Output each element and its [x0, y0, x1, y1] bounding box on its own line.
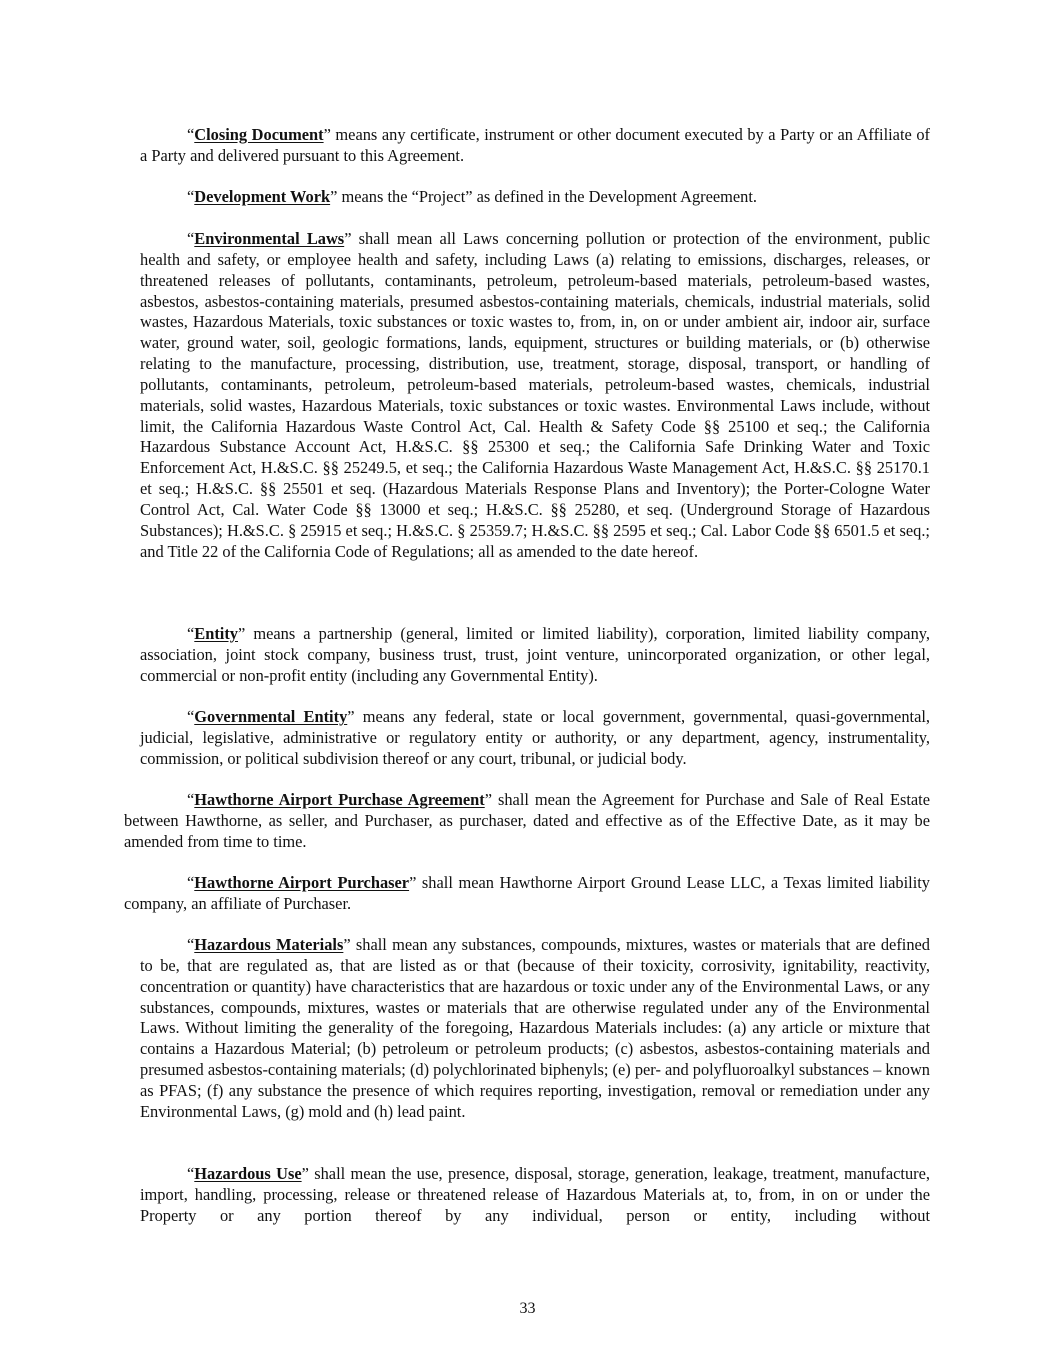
definition-hazardous-use: [140, 1164, 930, 1227]
defined-term: Environmental Laws: [194, 229, 345, 248]
open-quote: “: [187, 1164, 195, 1183]
definition-hawthorne-airport-purchaser: [124, 873, 930, 915]
open-quote: “: [187, 125, 195, 144]
definition-body: shall mean the use, presence, disposal, storage, generation, leakage, treatment, manufacture, import, handling, processing, release or threatened release of Hazardous Materials at, to, from, in on or under the Property or any portion thereof by any individual, person or entity, including without: [140, 1164, 930, 1225]
defined-term: Governmental Entity: [194, 707, 348, 726]
open-quote: “: [187, 187, 195, 206]
definition-hazardous-materials: [140, 935, 930, 1123]
defined-term: Closing Document: [194, 125, 324, 144]
definition-body: means the “Project” as defined in the Development Agreement.: [337, 187, 758, 206]
close-quote: ”: [343, 935, 351, 954]
open-quote: “: [187, 873, 195, 892]
definition-body: means a partnership (general, limited or limited liability), corporation, limited liability company, association, joint stock company, business trust, trust, joint venture, unincorporated organization, or other legal, commercial or non-profit entity (including any Governmental Entity).: [140, 624, 930, 685]
open-quote: “: [187, 935, 195, 954]
definition-body: shall mean all Laws concerning pollution or protection of the environment, public health and safety, or employee health and safety, including Laws (a) relating to emissions, discharges, releases, or threatened releases of pollutants, contaminants, petroleum, petroleum-based materials, petroleum-based wastes, asbestos, asbestos-containing materials, presumed asbestos-containing materials, chemicals, industrial materials, solid wastes, Hazardous Materials, toxic substances or toxic wastes to, from, in, on or under ambient air, indoor air, surface water, ground water, soil, geologic formations, lands, equipment, structures or building materials, or (b) otherwise relating to the manufacture, processing, distribution, use, treatment, storage, disposal, transport, or handling of pollutants, contaminants, petroleum, petroleum-based materials, petroleum-based wastes, chemicals, industrial materials, solid wastes, Hazardous Materials, toxic substances or toxic wastes. Environmental Laws include, without limit, the California Hazardous Waste Control Act, Cal. Health & Safety Code §§ 25100 et seq.; the California Hazardous Substance Account Act, H.&S.C. §§ 25300 et seq.; the California Safe Drinking Water and Toxic Enforcement Act, H.&S.C. §§ 25249.5, et seq.; the California Hazardous Waste Management Act, H.&S.C. §§ 25170.1 et seq.; H.&S.C. §§ 25501 et seq. (Hazardous Materials Response Plans and Inventory); the Porter-Cologne Water Control Act, Cal. Water Code §§ 13000 et seq.; H.&S.C. §§ 25280, et seq. (Underground Storage of Hazardous Substances); H.&S.C. § 25915 et seq.; H.&S.C. § 25359.7; H.&S.C. §§ 2595 et seq.; Cal. Labor Code §§ 6501.5 et seq.; and Title 22 of the California Code of Regulations; all as amended to the date hereof.: [140, 229, 931, 561]
definition-body: shall mean the Agreement for Purchase and Sale of Real Estate between Hawthorne, as seller, and Purchaser, as purchaser, dated and effective as of the Effective Date, as it may be amended from time to time.: [124, 790, 930, 851]
definition-body: means any certificate, instrument or other document executed by a Party or an Affiliate of a Party and delivered pursuant to this Agreement.: [140, 125, 930, 165]
close-quote: ”: [330, 187, 338, 206]
close-quote: ”: [301, 1164, 309, 1183]
defined-term: Entity: [194, 624, 238, 643]
definition-closing-document: [140, 125, 930, 167]
close-quote: ”: [484, 790, 493, 809]
definition-hawthorne-airport-purchase-agreement: [124, 790, 930, 853]
defined-term: Hazardous Materials: [194, 935, 344, 954]
page-number: 33: [519, 1300, 536, 1317]
close-quote: ”: [238, 624, 246, 643]
definition-body: shall mean Hawthorne Airport Ground Lease LLC, a Texas limited liability company, an affiliate of Purchaser.: [124, 873, 931, 913]
definition-governmental-entity: [140, 707, 930, 770]
close-quote: ”: [344, 229, 352, 248]
definition-entity: [140, 624, 930, 687]
open-quote: “: [187, 229, 195, 248]
definition-body: means any federal, state or local government, governmental, quasi-governmental, judicial, legislative, administrative or regulatory entity or authority, or any department, agency, instrumentality, commission, or political subdivision thereof or any court, tribunal, or judicial body.: [140, 707, 930, 768]
open-quote: “: [187, 790, 195, 809]
defined-term: Hazardous Use: [194, 1164, 302, 1183]
close-quote: ”: [323, 125, 331, 144]
open-quote: “: [187, 707, 195, 726]
definition-body: shall mean any substances, compounds, mixtures, wastes or materials that are defined to be, that are regulated as, that are listed as or that (because of their toxicity, corrosivity, ignitability, reactivity, concentration or quantity) have characteristics that are hazardous or toxic under any of the Environmental Laws, or any substances, compounds, mixtures, wastes or materials that are otherwise regulated under any of the Environmental Laws. Without limiting the generality of the foregoing, Hazardous Materials includes: (a) any article or mixture that contains a Hazardous Material; (b) petroleum or petroleum products; (c) asbestos, asbestos-containing materials and presumed asbestos-containing materials; (d) polychlorinated biphenyls; (e) per- and polyfluoroalkyl substances – known as PFAS; (f) any substance the presence of which requires reporting, investigation, removal or remediation under any Environmental Laws, (g) mold and (h) lead paint.: [140, 935, 931, 1121]
defined-term: Hawthorne Airport Purchaser: [194, 873, 410, 892]
close-quote: ”: [409, 873, 417, 892]
defined-term: Development Work: [194, 187, 331, 206]
open-quote: “: [187, 624, 195, 643]
definition-environmental-laws: [140, 229, 930, 563]
close-quote: ”: [347, 707, 355, 726]
definition-development-work: [140, 187, 930, 208]
defined-term: Hawthorne Airport Purchase Agreement: [194, 790, 485, 809]
